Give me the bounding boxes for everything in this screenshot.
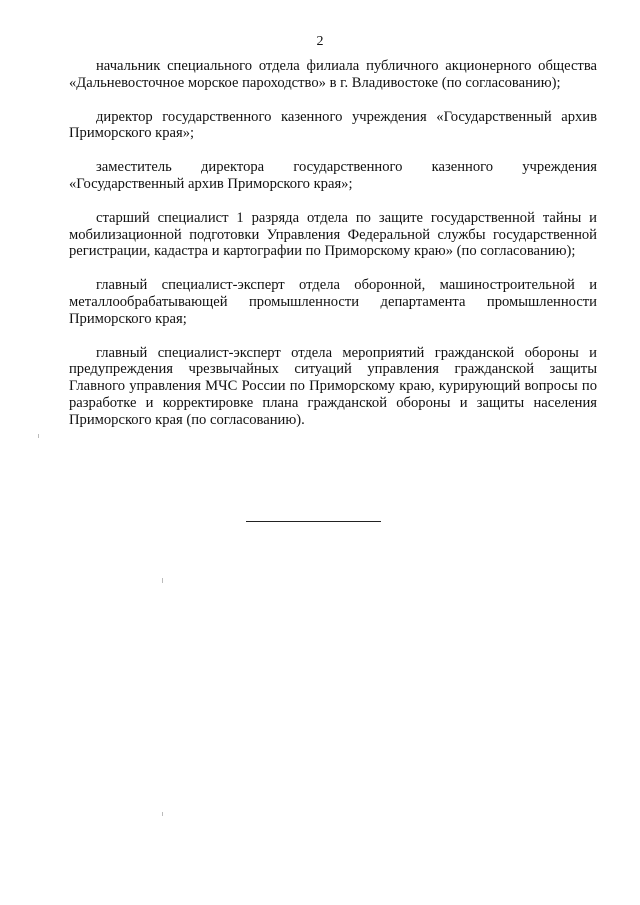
scan-artifact-mark [38, 434, 39, 438]
list-item: начальник специального отдела филиала публичного акционерного общества «Дальневосточное морское пароходство» в г. Владивостоке (по согласованию); [69, 58, 597, 91]
page-number: 2 [316, 34, 324, 49]
list-item: главный специалист-эксперт отдела оборонной, машиностроительной и металлообрабатывающей промышленности департамента промышленности Приморского края; [69, 277, 597, 327]
scan-artifact-mark [162, 812, 163, 816]
list-item: заместитель директора государственного казенного учреждения «Государственный архив Приморского края»; [69, 159, 597, 192]
list-item: директор государственного казенного учреждения «Государственный архив Приморского края»; [69, 108, 597, 142]
end-divider-line [246, 521, 381, 522]
member-list [69, 58, 597, 446]
list-item: старший специалист 1 разряда отдела по защите государственной тайны и мобилизационной подготовки Управления Федеральной службы государственной регистрации, кадастра и картографии по Приморскому краю» (по согласованию); [69, 209, 597, 260]
list-item: главный специалист-эксперт отдела мероприятий гражданской обороны и предупреждения чрезвычайных ситуаций управления гражданской защиты Главного управления МЧС России по Приморскому краю, курирующий вопросы по разработке и корректировке плана гражданской обороны и защиты населения Приморского края (по согласованию). [69, 344, 597, 428]
scan-artifact-mark [162, 578, 163, 583]
